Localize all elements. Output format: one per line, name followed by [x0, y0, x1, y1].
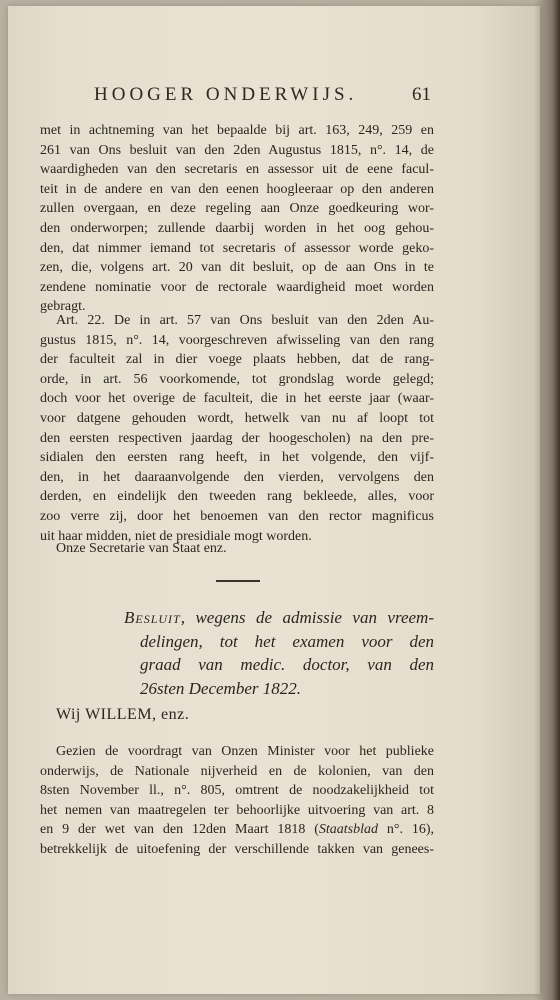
- text-line: derden, en eindelijk den tweeden rang bekleede, alles, voor: [40, 489, 434, 505]
- text-line: den, in het daaraanvolgende den vierden, vervolgens den: [40, 469, 434, 485]
- text-line: gebragt.: [40, 299, 86, 315]
- text-line: uit haar midden, niet de presidiale mogt worden.: [40, 528, 312, 544]
- text-line: teit in de andere en van den eenen hoogleeraar op den anderen: [40, 181, 434, 197]
- title-line-rest: , wegens de admissie van vreem-: [180, 608, 434, 627]
- text-line: den eersten respectiven jaardag der hoogescholen) na den pre-: [40, 430, 434, 446]
- preamble-paragraph: [40, 742, 434, 860]
- page-number: 61: [412, 84, 431, 105]
- text-line: [40, 820, 434, 840]
- text-segment: n°. 16),: [377, 822, 434, 838]
- text-line: het nemen van maatregelen ter behoorlijke uitvoering van art. 8: [40, 802, 434, 818]
- text-line: sidialen den eersten rang heeft, in het volgende, den vijf-: [40, 450, 434, 466]
- decree-opening: Wij WILLEM, enz.: [56, 706, 190, 723]
- closing-line: [40, 539, 434, 559]
- text-segment: en 9 der wet van den 12den Maart 1818 (: [40, 822, 319, 838]
- article-22-paragraph: [40, 311, 434, 546]
- text-line: waardigheden van den secretaris en assessor uit de eene facul-: [40, 162, 434, 178]
- text-line: 261 van Ons besluit van den 2den Augustus 1815, n°. 14, de: [40, 142, 434, 158]
- running-head: HOOGER ONDERWIJS.: [94, 84, 358, 105]
- decree-title: [124, 606, 434, 700]
- text-line: zoo verre zij, door het benoemen van den rector magnificus: [40, 508, 434, 524]
- text-line: onderwijs, de Nationale nijverheid en de kolonien, van den: [40, 763, 434, 779]
- page-edge-shadow: [534, 0, 560, 1000]
- text-line: doch voor het overige de faculteit, die in het eerste jaar (waar-: [40, 391, 434, 407]
- text-line: zullen overgaan, en deze regeling aan Onze goedkeuring wor-: [40, 201, 434, 217]
- title-line: 26sten December 1822.: [140, 678, 301, 698]
- title-line: [124, 606, 434, 630]
- besluit-word: Besluit: [124, 608, 181, 627]
- text-line: den, dat nimmer iemand tot secretaris of assessor worde geko-: [40, 240, 434, 256]
- text-line: der faculteit zal in dier voege plaats hebben, dat de rang-: [40, 352, 434, 368]
- text-line: Gezien de voordragt van Onzen Minister voor het publieke: [56, 744, 434, 759]
- text-line: Art. 22. De in art. 57 van Ons besluit van den 2den Au-: [56, 313, 434, 328]
- text-line: zendene nominatie voor de rectorale waardigheid moet worden: [40, 279, 434, 295]
- staatsblad-reference: Staatsblad: [318, 822, 378, 838]
- section-divider: [216, 580, 260, 582]
- text-line: den onderworpen; zullende daarbij worden in het oog gehou-: [40, 220, 434, 236]
- text-line: gustus 1815, n°. 14, voorgeschreven afwisseling van den rang: [40, 332, 434, 348]
- paragraph-continuation: [40, 121, 434, 317]
- text-line: voor datgene gehouden wordt, hetwelk van nu af loopt tot: [40, 410, 434, 426]
- text-line: met in achtneming van het bepaalde bij art. 163, 249, 259 en: [40, 123, 434, 138]
- text-line: orde, in art. 56 voorkomende, tot grondslag worde gelegd;: [40, 371, 434, 387]
- text-line: Onze Secretarie van Staat enz.: [56, 541, 227, 556]
- title-line: graad van medic. doctor, van den: [140, 655, 434, 674]
- title-line: delingen, tot het examen voor den: [140, 631, 434, 651]
- text-line: betrekkelijk de uitoefening der verschillende takken van genees-: [40, 841, 434, 857]
- text-line: zen, die, volgens art. 20 van dit besluit, op de aan Ons in te: [40, 260, 434, 276]
- text-line: 8sten November ll., n°. 805, omtrent de noodzakelijkheid tot: [40, 783, 434, 799]
